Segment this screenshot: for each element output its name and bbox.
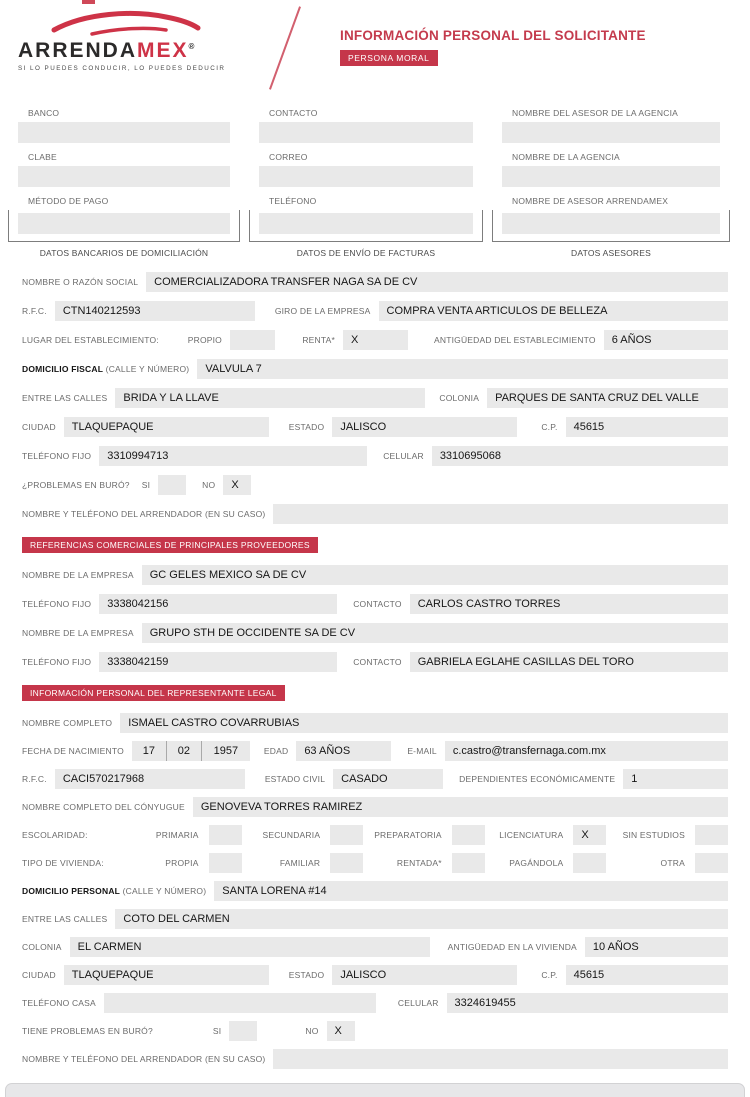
escolaridad-option [120, 825, 242, 845]
telefono-casa-input[interactable] [104, 993, 376, 1013]
arrendamex-logo [18, 8, 248, 72]
form-row [22, 965, 728, 985]
empresa-label: NOMBRE DE LA EMPRESA [22, 628, 134, 638]
ciudad-2-label: CIUDAD [22, 970, 56, 980]
otra-label: OTRA [660, 858, 685, 868]
form-row [22, 330, 728, 350]
domicilio-personal-input[interactable]: SANTA LORENA #14 [214, 881, 728, 901]
vivienda-familiar-checkbox[interactable] [330, 853, 363, 873]
estado-input[interactable]: JALISCO [332, 417, 517, 437]
contacto-label: CONTACTO [269, 108, 318, 118]
brand-wordmark: ARRENDAMEX® [18, 39, 195, 62]
caption-datos-bancarios: DATOS BANCARIOS DE DOMICILIACIÓN [39, 248, 209, 258]
lugar-establecimiento-label: LUGAR DEL ESTABLECIMIENTO: [22, 335, 159, 345]
legal-rep-section [0, 713, 750, 1069]
form-row [22, 741, 728, 761]
asesor-arrendamex-input[interactable] [502, 213, 720, 234]
no-2-label: NO [305, 1026, 319, 1036]
primaria-label: PRIMARIA [155, 830, 199, 840]
proveedor-tel-label: TELÉFONO FIJO [22, 657, 92, 667]
secundaria-label: SECUNDARIA [262, 830, 321, 840]
proveedor-contacto-label: CONTACTO [353, 657, 402, 667]
antiguedad-vivienda-label: ANTIGÜEDAD EN LA VIVIENDA [447, 942, 577, 952]
banco-input[interactable] [18, 122, 230, 143]
caption-datos-asesores: DATOS ASESORES [571, 248, 651, 258]
form-row [22, 301, 728, 321]
group-envio-facturas [259, 108, 473, 258]
colonia-label: COLONIA [439, 393, 480, 403]
form-row [22, 623, 728, 643]
no-label: NO [202, 480, 216, 490]
form-row [22, 853, 728, 873]
celular-2-label: CELULAR [397, 998, 439, 1008]
propio-checkbox[interactable] [230, 330, 275, 350]
form-row [22, 504, 728, 524]
form-row [22, 594, 728, 614]
form-row [22, 565, 728, 585]
telefono-casa-label: TELÉFONO CASA [22, 998, 96, 1008]
preparatoria-label: PREPARATORIA [374, 830, 442, 840]
rep-rfc-input[interactable]: CACI570217968 [55, 769, 245, 789]
entre-calles-input[interactable]: BRIDA Y LA LLAVE [115, 388, 425, 408]
empresa-2-input[interactable]: GRUPO STH DE OCCIDENTE SA DE CV [142, 623, 728, 643]
correo-input[interactable] [259, 166, 473, 187]
celular-label: CELULAR [383, 451, 424, 461]
banco-label: BANCO [28, 108, 60, 118]
razon-social-label: NOMBRE O RAZÓN SOCIAL [22, 277, 139, 287]
clabe-input[interactable] [18, 166, 230, 187]
antiguedad-vivienda-input[interactable]: 10 AÑOS [585, 937, 728, 957]
top-columns [0, 108, 750, 258]
agencia-input[interactable] [502, 166, 720, 187]
sin-estudios-label: SIN ESTUDIOS [622, 830, 685, 840]
propio-label: PROPIO [187, 335, 222, 345]
proveedor-1-contacto-input[interactable]: CARLOS CASTRO TORRES [410, 594, 728, 614]
form-row [22, 359, 728, 379]
proveedor-tel-label: TELÉFONO FIJO [22, 599, 92, 609]
form-row [22, 825, 728, 845]
cp-label: C.P. [541, 422, 558, 432]
antiguedad-establecimiento-input[interactable]: 6 AÑOS [604, 330, 728, 350]
conyugue-input[interactable]: GENOVEVA TORRES RAMIREZ [193, 797, 728, 817]
arrendador-2-label: NOMBRE Y TELÉFONO DEL ARRENDADOR (EN SU CASO) [22, 1054, 266, 1064]
contacto-input[interactable] [259, 122, 473, 143]
diagonal-divider [269, 6, 301, 89]
form-row [22, 797, 728, 817]
vivienda-option [120, 853, 242, 873]
email-label: E-MAIL [407, 746, 437, 756]
estado-2-input[interactable]: JALISCO [332, 965, 517, 985]
escolaridad-primaria-checkbox[interactable] [209, 825, 242, 845]
fecha-mes[interactable]: 02 [166, 741, 201, 761]
celular-input[interactable]: 3310695068 [432, 446, 728, 466]
providers-section [0, 565, 750, 672]
clabe-label: CLABE [28, 152, 57, 162]
giro-input[interactable]: COMPRA VENTA ARTICULOS DE BELLEZA [379, 301, 728, 321]
agencia-label: NOMBRE DE LA AGENCIA [512, 152, 620, 162]
entre-calles-2-input[interactable]: COTO DEL CARMEN [115, 909, 728, 929]
telefono-fijo-label: TELÉFONO FIJO [22, 451, 92, 461]
form-row [22, 272, 728, 292]
colonia-2-label: COLONIA [22, 942, 62, 952]
escolaridad-option [485, 825, 607, 845]
edad-input[interactable]: 63 AÑOS [296, 741, 391, 761]
form-row [22, 652, 728, 672]
form-row [22, 446, 728, 466]
telefono-input[interactable] [259, 213, 473, 234]
cp-2-input[interactable]: 45615 [566, 965, 728, 985]
celular-2-input[interactable]: 3324619455 [447, 993, 728, 1013]
si-2-label: SI [212, 1026, 222, 1036]
entre-calles-2-label: ENTRE LAS CALLES [22, 914, 108, 924]
renta-checkbox[interactable]: X [343, 330, 408, 350]
domicilio-fiscal-label: DOMICILIO FISCAL (CALLE Y NÚMERO) [22, 364, 190, 374]
buro-si-checkbox[interactable] [158, 475, 186, 495]
escolaridad-option [242, 825, 364, 845]
proveedor-2-tel-input[interactable]: 3338042159 [99, 652, 337, 672]
fecha-anio[interactable]: 1957 [201, 741, 250, 761]
page-title: INFORMACIÓN PERSONAL DEL SOLICITANTE [340, 28, 646, 43]
caption-envio-facturas: DATOS DE ENVÍO DE FACTURAS [296, 248, 436, 258]
empresa-label: NOMBRE DE LA EMPRESA [22, 570, 134, 580]
bracket-datos-asesores [492, 210, 730, 242]
form-row [22, 713, 728, 733]
buro2-si-checkbox[interactable] [229, 1021, 257, 1041]
group-datos-asesores [502, 108, 720, 258]
proveedor-contacto-label: CONTACTO [353, 599, 402, 609]
form-row [22, 475, 728, 495]
form-row [22, 1049, 728, 1069]
escolaridad-preparatoria-checkbox[interactable] [452, 825, 485, 845]
fecha-nacimiento-label: FECHA DE NACIMIENTO [22, 746, 124, 756]
fecha-dia[interactable]: 17 [142, 745, 156, 757]
brand-tagline: SI LO PUEDES CONDUCIR, LO PUEDES DEDUCIR [18, 65, 226, 72]
cp-input[interactable]: 45615 [566, 417, 728, 437]
vivienda-option [242, 853, 364, 873]
rfc-input[interactable]: CTN140212593 [55, 301, 255, 321]
propia-label: PROPIA [165, 858, 199, 868]
form-row [22, 1021, 728, 1041]
form-row [22, 417, 728, 437]
cp-2-label: C.P. [541, 970, 558, 980]
vivienda-option [363, 853, 485, 873]
vivienda-rentada-checkbox[interactable] [452, 853, 485, 873]
colonia-2-input[interactable]: EL CARMEN [70, 937, 430, 957]
rentada-label: RENTADA* [396, 858, 442, 868]
estado-2-label: ESTADO [288, 970, 325, 980]
domicilio-personal-label: DOMICILIO PERSONAL (CALLE Y NÚMERO) [22, 886, 207, 896]
email-input[interactable]: c.castro@transfernaga.com.mx [445, 741, 728, 761]
proveedor-2-contacto-input[interactable]: GABRIELA EGLAHE CASILLAS DEL TORO [410, 652, 728, 672]
fecha-nacimiento-input[interactable] [132, 741, 250, 761]
pagandola-label: PAGÁNDOLA [509, 858, 564, 868]
estado-label: ESTADO [288, 422, 325, 432]
escolaridad-option [363, 825, 485, 845]
domicilio-fiscal-input[interactable]: VALVULA 7 [197, 359, 728, 379]
proveedor-1-tel-input[interactable]: 3338042156 [99, 594, 337, 614]
bracket-envio-facturas [249, 210, 483, 242]
vivienda-propia-checkbox[interactable] [209, 853, 242, 873]
bracket-datos-bancarios [8, 210, 240, 242]
tiene-problemas-buro-label: TIENE PROBLEMAS EN BURÓ? [22, 1026, 153, 1036]
vivienda-option [606, 853, 728, 873]
vivienda-option [485, 853, 607, 873]
entre-calles-label: ENTRE LAS CALLES [22, 393, 108, 403]
buro-no-checkbox[interactable]: X [223, 475, 251, 495]
telefono-label: TELÉFONO [269, 196, 317, 206]
licenciatura-label: LICENCIATURA [499, 830, 564, 840]
form-row [22, 769, 728, 789]
persona-moral-badge: PERSONA MORAL [340, 50, 438, 66]
form-row [22, 937, 728, 957]
arrendador-label: NOMBRE Y TELÉFONO DEL ARRENDADOR (EN SU CASO) [22, 509, 266, 519]
conyugue-label: NOMBRE COMPLETO DEL CÓNYUGUE [22, 802, 185, 812]
edad-label: EDAD [263, 746, 289, 756]
vivienda-pagandola-checkbox[interactable] [573, 853, 606, 873]
section-title-referencias: REFERENCIAS COMERCIALES DE PRINCIPALES PROVEEDORES [22, 537, 318, 553]
estado-civil-input[interactable]: CASADO [333, 769, 443, 789]
escolaridad-licenciatura-checkbox[interactable]: X [573, 825, 606, 845]
form-row [22, 388, 728, 408]
nombre-completo-input[interactable]: ISMAEL CASTRO COVARRUBIAS [120, 713, 728, 733]
arrendador-2-input[interactable] [273, 1049, 728, 1069]
tipo-vivienda-label: TIPO DE VIVIENDA: [22, 858, 104, 868]
metodo-pago-label: MÉTODO DE PAGO [28, 196, 109, 206]
giro-label: GIRO DE LA EMPRESA [274, 306, 371, 316]
correo-label: CORREO [269, 152, 308, 162]
dependientes-label: DEPENDIENTES ECONÓMICAMENTE [459, 774, 616, 784]
cropped-mark [82, 0, 95, 4]
form-row [22, 909, 728, 929]
next-page-edge [5, 1083, 745, 1097]
telefono-fijo-input[interactable]: 3310994713 [99, 446, 367, 466]
buro2-no-checkbox[interactable]: X [327, 1021, 355, 1041]
renta-label: RENTA* [302, 335, 335, 345]
form-header [0, 0, 750, 100]
problemas-buro-label: ¿PROBLEMAS EN BURÓ? [22, 480, 130, 490]
asesor-agencia-label: NOMBRE DEL ASESOR DE LA AGENCIA [512, 108, 679, 118]
razon-social-input[interactable]: COMERCIALIZADORA TRANSFER NAGA SA DE CV [146, 272, 728, 292]
colonia-input[interactable]: PARQUES DE SANTA CRUZ DEL VALLE [487, 388, 728, 408]
si-label: SI [141, 480, 151, 490]
vivienda-otra-checkbox[interactable] [695, 853, 728, 873]
familiar-label: FAMILIAR [279, 858, 321, 868]
rep-rfc-label: R.F.C. [22, 774, 47, 784]
asesor-arrendamex-label: NOMBRE DE ASESOR ARRENDAMEX [512, 196, 669, 206]
form-row [22, 881, 728, 901]
empresa-1-input[interactable]: GC GELES MEXICO SA DE CV [142, 565, 728, 585]
car-swoosh-icon [40, 8, 210, 38]
estado-civil-label: ESTADO CIVIL [264, 774, 326, 784]
rfc-label: R.F.C. [22, 306, 47, 316]
nombre-completo-label: NOMBRE COMPLETO [22, 718, 113, 728]
asesor-agencia-input[interactable] [502, 122, 720, 143]
escolaridad-secundaria-checkbox[interactable] [330, 825, 363, 845]
dependientes-input[interactable]: 1 [623, 769, 728, 789]
escolaridad-sin-estudios-checkbox[interactable] [695, 825, 728, 845]
form-row [22, 993, 728, 1013]
ciudad-2-input[interactable]: TLAQUEPAQUE [64, 965, 269, 985]
arrendador-input[interactable] [273, 504, 728, 524]
escolaridad-label: ESCOLARIDAD: [22, 830, 88, 840]
section-title-representante: INFORMACIÓN PERSONAL DEL REPRESENTANTE LEGAL [22, 685, 285, 701]
group-datos-bancarios [18, 108, 230, 258]
metodo-pago-input[interactable] [18, 213, 230, 234]
ciudad-label: CIUDAD [22, 422, 56, 432]
escolaridad-option [606, 825, 728, 845]
company-section [0, 272, 750, 524]
antiguedad-establecimiento-label: ANTIGÜEDAD DEL ESTABLECIMIENTO [434, 335, 596, 345]
ciudad-input[interactable]: TLAQUEPAQUE [64, 417, 269, 437]
